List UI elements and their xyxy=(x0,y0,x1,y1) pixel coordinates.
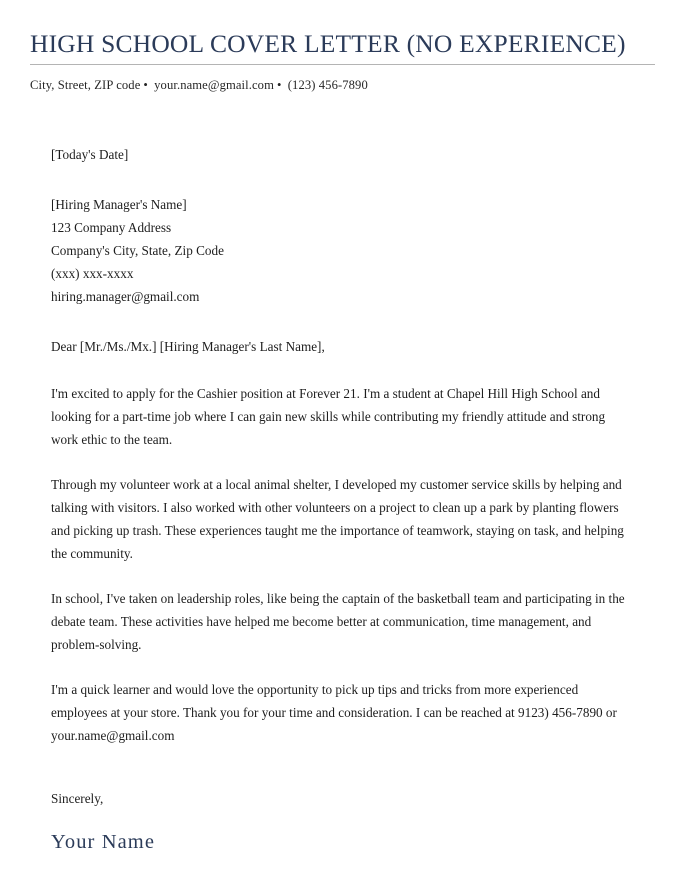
letter-body xyxy=(0,143,625,855)
body-paragraph: Through my volunteer work at a local animal shelter, I developed my customer service skills by helping and talking with visitors. I also worked with other volunteers on a project to clean up a park by planting flowers and picking up trash. These experiences taught me the importance of teamwork, staying on task, and helping the community. xyxy=(51,477,624,562)
closing-salutation: Sincerely, xyxy=(51,791,104,807)
recipient-line: hiring.manager@gmail.com xyxy=(51,289,200,305)
recipient-line: 123 Company Address xyxy=(51,220,172,236)
contact-separator-2: • xyxy=(276,78,282,93)
contact-email: your.name@gmail.com xyxy=(154,78,274,93)
body-paragraph: In school, I've taken on leadership roles, like being the captain of the basketball team and participating in the debate team. These activities have helped me become better at communication, time management, and problem-solving. xyxy=(51,591,625,653)
contact-phone: (123) 456-7890 xyxy=(287,78,368,93)
recipient-address-block xyxy=(51,193,625,308)
contact-separator-1: • xyxy=(143,78,148,93)
title-divider xyxy=(30,64,655,65)
page-title: HIGH SCHOOL COVER LETTER (NO EXPERIENCE) xyxy=(30,29,626,58)
body-paragraph: I'm a quick learner and would love the opportunity to pick up tips and tricks from more experienced employees at your store. Thank you for your time and consideration. I can be reached at 9123) 456-7890 or your.name@gmail.com xyxy=(51,682,617,744)
letter-header xyxy=(0,0,680,93)
contact-address: City, Street, ZIP code xyxy=(30,78,141,93)
body-paragraph: I'm excited to apply for the Cashier position at Forever 21. I'm a student at Chapel Hill High School and looking for a part-time job where I can gain new skills while contributing my friendly attitude and strong work ethic to the team. xyxy=(51,386,606,448)
recipient-line: Company's City, State, Zip Code xyxy=(51,243,224,259)
recipient-line: (xxx) xxx-xxxx xyxy=(51,266,134,282)
signature-name: Your Name xyxy=(51,831,156,854)
salutation: Dear [Mr./Ms./Mx.] [Hiring Manager's Last Name], xyxy=(51,339,325,355)
recipient-line: [Hiring Manager's Name] xyxy=(51,197,187,213)
contact-info-line xyxy=(30,78,655,93)
letter-date: [Today's Date] xyxy=(51,147,129,163)
